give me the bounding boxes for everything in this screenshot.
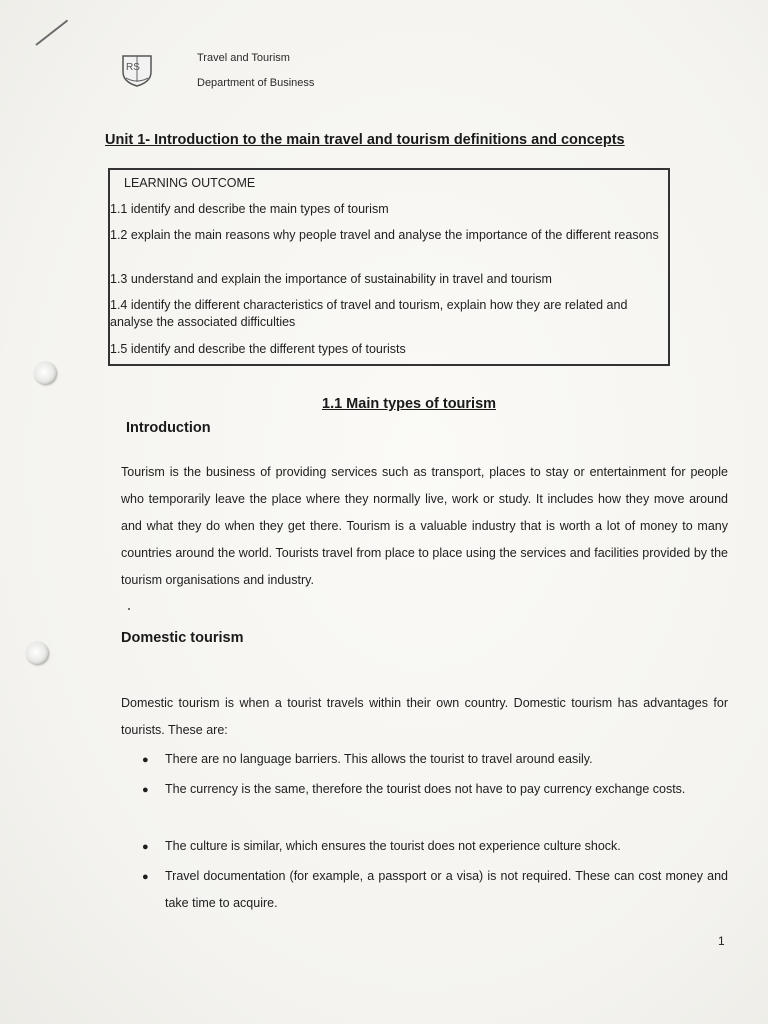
logo-letters: RS (126, 62, 140, 73)
school-logo-icon (119, 52, 155, 88)
learning-outcome-heading: LEARNING OUTCOME (124, 176, 256, 190)
section-title: 1.1 Main types of tourism (322, 396, 497, 412)
list-item: Travel documentation (for example, a passport or a visa) is not required. These can cost money and take time to acquire. (165, 869, 728, 910)
outcome-item: 1.1 identify and describe the main types of tourism (110, 202, 389, 216)
outcome-item: 1.3 understand and explain the importance of sustainability in travel and tourism (110, 272, 552, 286)
outcome-item: 1.5 identify and describe the different types of tourists (110, 342, 406, 356)
page-number: 1 (718, 934, 725, 948)
pen-mark (35, 20, 68, 46)
unit-title: Unit 1- Introduction to the main travel and tourism definitions and concepts (105, 132, 625, 148)
list-item: There are no language barriers. This allows the tourist to travel around easily. (165, 752, 593, 766)
introduction-heading: Introduction (126, 420, 211, 436)
list-item: The culture is similar, which ensures the tourist does not experience culture shock. (165, 839, 621, 853)
header-department: Department of Business (197, 77, 315, 89)
introduction-paragraph: Tourism is the business of providing services such as transport, places to stay or entertainment for people who temporarily leave the place where they normally live, work or study. It includes how they move around and what they do when they get there. Tourism is a valuable industry that is worth a lot of money to many countries around the world. Tourists travel from place to place using the services and facilities provided by the tourism organisations and industry. (121, 465, 728, 587)
domestic-tourism-heading: Domestic tourism (121, 630, 244, 646)
header-course: Travel and Tourism (197, 52, 290, 64)
outcome-item: 1.2 explain the main reasons why people travel and analyse the importance of the different reasons (110, 228, 659, 242)
punch-hole-top (34, 362, 56, 384)
list-item: The currency is the same, therefore the tourist does not have to pay currency exchange costs. (165, 782, 686, 796)
bullet-marker: ● (142, 784, 149, 796)
domestic-tourism-paragraph: Domestic tourism is when a tourist travels within their own country. Domestic tourism has advantages for tourists. These are: (121, 696, 728, 737)
learning-outcome-box (108, 168, 670, 366)
bullet-marker: ● (142, 871, 149, 883)
bullet-marker: ● (142, 841, 149, 853)
outcome-item: 1.4 identify the different characteristics of travel and tourism, explain how they are related and analyse the associated difficulties (110, 298, 628, 329)
bullet-marker: ● (142, 754, 149, 766)
punch-hole-bottom (26, 642, 48, 664)
stray-dot (128, 608, 130, 610)
